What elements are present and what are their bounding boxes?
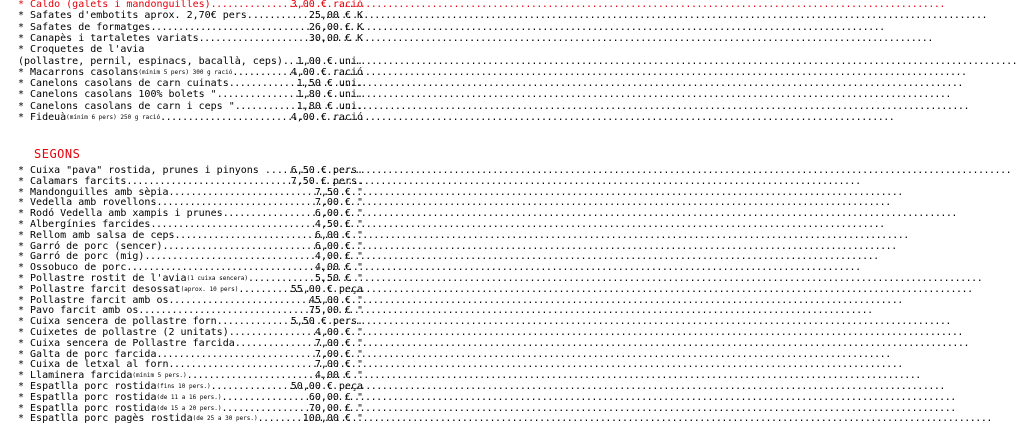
menu-item-note: (aprox. 10 pers): [180, 285, 239, 293]
menu-item-price: 7,50 € ": [314, 186, 363, 198]
menu-item: [18, 10, 363, 22]
menu-item-name: * Canelons casolans 100% bolets ": [18, 89, 217, 101]
menu-item-price: 50,00 € peça: [290, 381, 363, 392]
menu-item-name: * Mandonguilles amb sèpia: [18, 186, 169, 198]
section-heading-segons: SEGONS: [34, 147, 81, 161]
menu-item-name: * Albergínies farcides: [18, 219, 151, 230]
menu-item-name: * Pollastre farcit desossat: [18, 283, 181, 295]
menu-item-price: 4,00 € ració: [290, 112, 363, 123]
menu-item-price: 55,00 € peça: [290, 283, 363, 295]
menu-item-name: * Caldo (galets i mandonguilles): [18, 0, 211, 10]
menu-item-name: * Espatlla porc pagès rostida: [18, 413, 193, 425]
menu-item-price: 4,00 € ": [314, 327, 363, 338]
menu-item-price: 30,00 € K: [308, 32, 363, 44]
menu-page: [0, 0, 400, 425]
menu-item-price: 1,50 € uni.: [296, 78, 363, 90]
menu-item-name: * Cuixa sencera de Pollastre farcida: [18, 337, 235, 349]
menu-item-price: 1,80 € uni.: [296, 100, 363, 112]
menu-item-price: 7,50 € pers.: [290, 175, 363, 187]
dot-leader: [253, 10, 307, 22]
menu-item-price: 6,00 € ": [314, 229, 363, 241]
menu-item-price: 5,50 € pers.: [290, 316, 363, 328]
menu-item-price: 5,50 € ": [314, 273, 363, 284]
menu-item-price: 6,50 € pers.: [290, 165, 363, 176]
menu-item-name: * Garró de porc (mig): [18, 251, 145, 263]
dot-leader: [199, 33, 307, 45]
menu-item-price: 4,00 € ": [314, 370, 363, 382]
menu-item-price: 4,00 € ració: [290, 66, 363, 78]
menu-item-price: 6,00 € ": [314, 240, 363, 252]
menu-item-note: (mínim 5 pers.): [132, 372, 187, 380]
menu-item-price: 4,50 € ": [314, 219, 363, 230]
dot-leader: [150, 22, 306, 34]
menu-item-price: 25,00 € K: [308, 10, 363, 22]
menu-item-name: * Safates d'embotits aprox. 2,70€ pers.: [18, 10, 253, 22]
dot-leader: [229, 78, 295, 90]
menu-item-price: 7,00 € ": [314, 197, 363, 209]
menu-item-name: * Rodó Vedella amb xampis i prunes: [18, 208, 223, 220]
menu-item-price: 1,00 € uni.: [296, 55, 363, 67]
menu-item-name: * Vedella amb rovellons: [18, 197, 157, 209]
menu-item-note: (1 cuixa sencera): [186, 275, 248, 282]
dot-leader: [232, 67, 288, 79]
dot-leader: [258, 413, 301, 425]
menu-item: [18, 33, 363, 45]
menu-item-name: * Canelons casolans de carn i ceps ": [18, 100, 235, 112]
menu-item-price: 75,00 € ": [308, 305, 363, 317]
menu-item-note: (de 15 a 20 pers.): [156, 404, 222, 412]
menu-item: [18, 44, 363, 56]
menu-item-note: (de 25 a 30 pers.): [192, 415, 258, 423]
menu-item-price: 4,00 € ": [314, 262, 363, 274]
menu-item-name: * Croquetes de l'avia: [18, 44, 145, 56]
dot-leader: [217, 89, 295, 101]
menu-item-price: 7,00 € ": [314, 337, 363, 349]
menu-item-name: * Fideuà: [18, 112, 67, 123]
menu-item: [18, 22, 363, 34]
menu-item-name: * Ossobuco de porc: [18, 262, 127, 274]
menu-item-name: * Canapès i tartaletes variats: [18, 32, 199, 44]
menu-item-name: * Cuixa de letxal al forn: [18, 359, 169, 371]
menu-item-name: * Espatlla porc rostida: [18, 391, 157, 403]
menu-item-price: 60,00 € ": [308, 391, 363, 403]
menu-item-price: 1,80 € uni.: [296, 89, 363, 101]
menu-item-name: * Garró de porc (sencer): [18, 240, 163, 252]
menu-item-note: (fins 10 pers.): [156, 383, 211, 390]
menu-item-price: 26,00 € K: [308, 21, 363, 33]
menu-item-name: * Pollastre rostit de l'avia: [18, 273, 187, 284]
menu-item: [18, 101, 363, 113]
menu-item-name: * Espatlla porc rostida: [18, 381, 157, 392]
menu-item: [18, 78, 363, 90]
dot-leader: [235, 101, 295, 113]
menu-item-name: * Cuixa sencera de pollastre forn: [18, 316, 217, 328]
menu-item-name: * Llaminera farcida: [18, 370, 133, 382]
menu-item: [18, 413, 363, 425]
menu-item-price: 6,00 € ": [314, 208, 363, 220]
menu-item-name: * Canelons casolans de carn cuinats: [18, 78, 229, 90]
menu-item-price: 3,00 € ració: [290, 0, 363, 10]
menu-item-price: 70,00 € ": [308, 402, 363, 414]
dot-leader: [283, 56, 295, 68]
menu-item: [18, 89, 363, 101]
menu-item: [18, 67, 363, 79]
menu-item-name: * Pollastre farcit amb os: [18, 294, 169, 306]
menu-item-price: 100,00 € ": [302, 413, 363, 425]
menu-item-name: * Galta de porc farcida: [18, 348, 157, 360]
dot-leader: [211, 0, 289, 11]
menu-item-name: * Calamars farcits: [18, 175, 127, 187]
menu-item-note: (mínim 6 pers) 250 g ració: [66, 114, 161, 121]
menu-item-name: * Espatlla porc rostida: [18, 402, 157, 414]
menu-item-name: (pollastre, pernil, espinacs, bacallà, ceps): [18, 55, 283, 67]
menu-item-note: (mínim 5 pers) 300 g ració: [138, 68, 233, 76]
menu-item: [18, 56, 363, 68]
dot-leader: [160, 112, 289, 124]
menu-item: [18, 112, 363, 124]
menu-item-name: * Rellom amb salsa de ceps: [18, 229, 175, 241]
menu-item: [18, 0, 363, 11]
menu-item-name: * Pavo farcit amb os: [18, 305, 139, 317]
menu-item-price: 7,00 € ": [314, 359, 363, 371]
menu-item-name: * Cuixetes de pollastre (2 unitats): [18, 327, 229, 338]
menu-item-name: * Macarrons casolans: [18, 66, 139, 78]
menu-item-note: (de 11 a 16 pers.): [156, 393, 222, 401]
menu-item-name: * Cuixa "pava" rostida, prunes i pinyons ..: [18, 165, 277, 176]
menu-item-price: 4,00 € ": [314, 251, 363, 263]
menu-item-price: 45,00 € ": [308, 294, 363, 306]
menu-item-name: * Safates de formatges: [18, 21, 151, 33]
menu-item-price: 7,00 € ": [314, 348, 363, 360]
